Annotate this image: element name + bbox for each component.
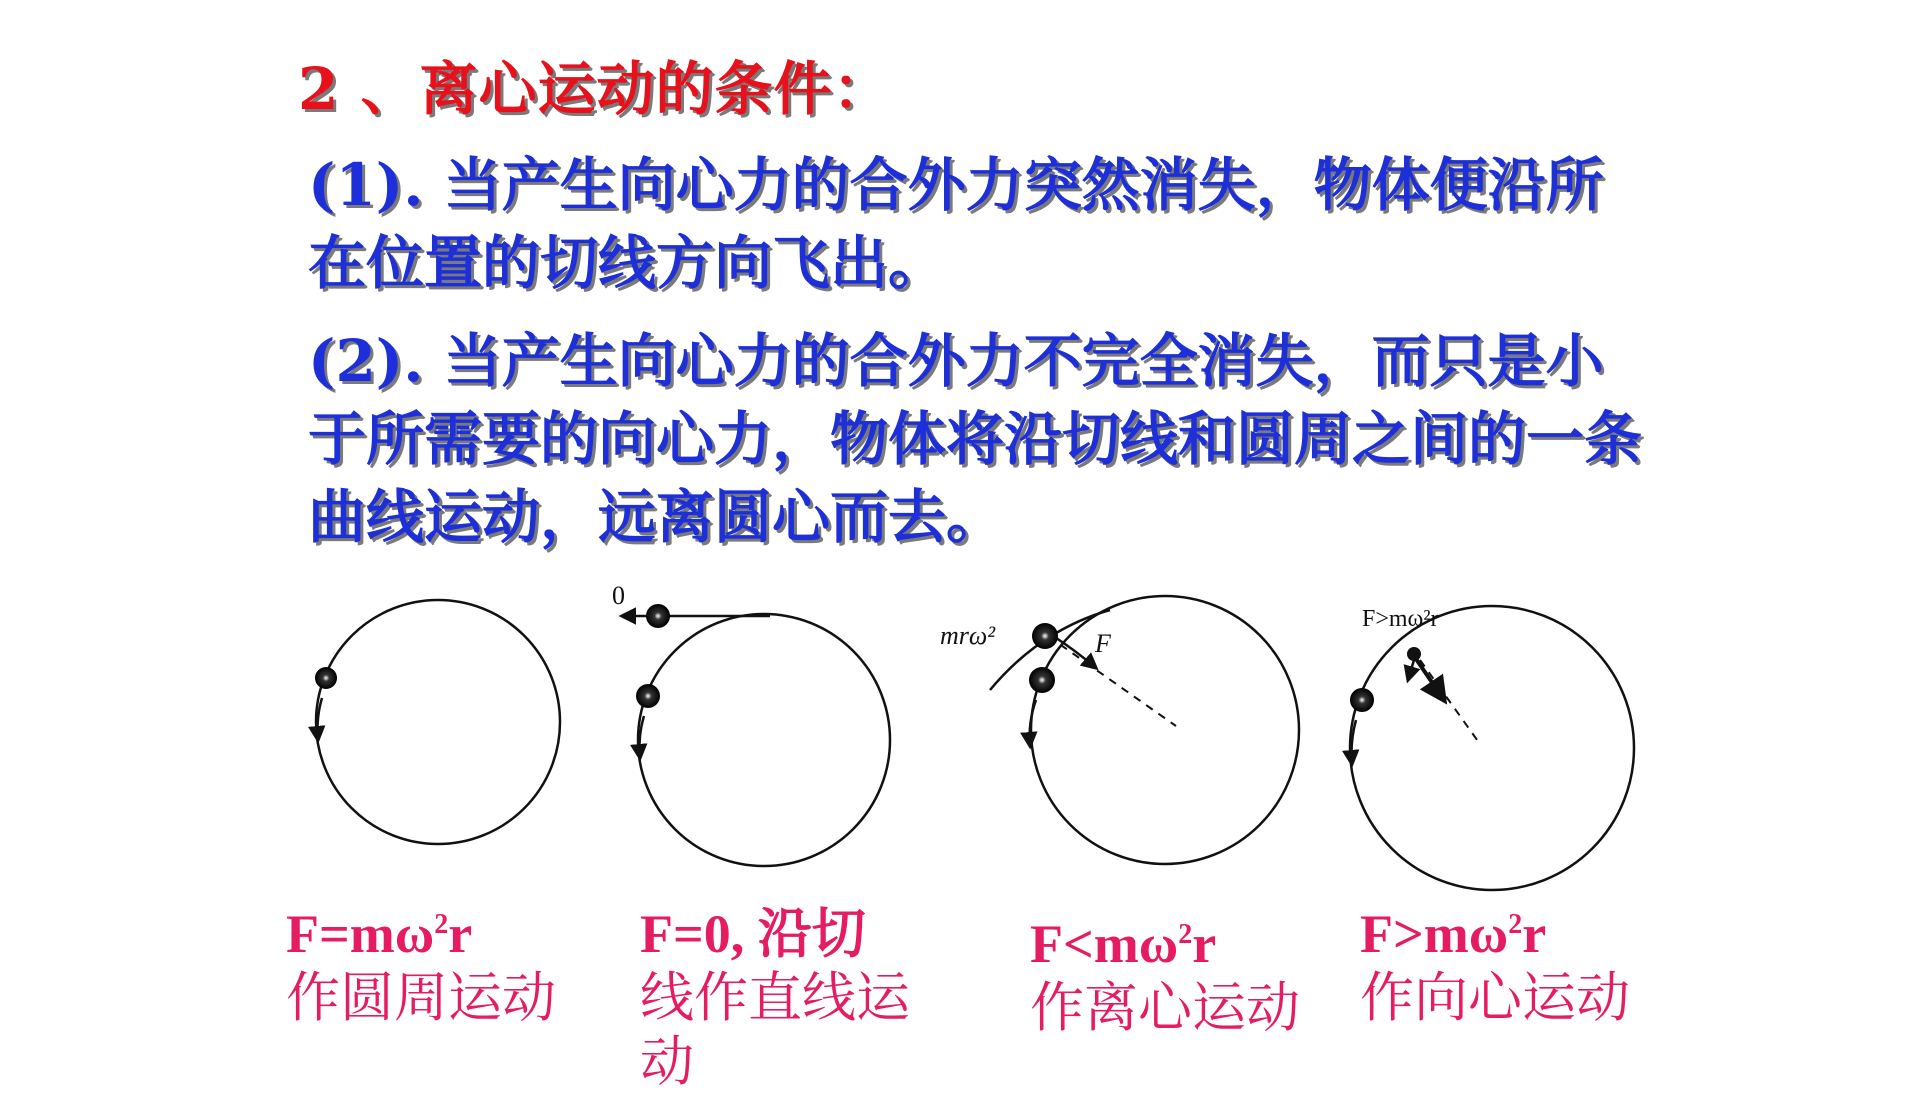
circle-diagram-3 (940, 596, 1299, 864)
zero-label: 0 (612, 581, 625, 610)
circle-diagram-2 (612, 581, 890, 866)
velocity-arrow (1030, 700, 1036, 746)
caption-description: 作离心运动 (1030, 976, 1300, 1039)
slide-heading: 2 、离心运动的条件： (298, 55, 892, 123)
caption-description: 作圆周运动 (286, 966, 556, 1029)
force-arrow (1414, 656, 1444, 700)
caption-4 (1360, 902, 1630, 1030)
caption-formula: $F>m\omega^2r$ (1360, 904, 1547, 964)
caption-1 (286, 902, 556, 1030)
ball (636, 684, 660, 708)
caption-2 (640, 902, 910, 1094)
greater-label: F>mω²r (1362, 606, 1439, 632)
caption-description-cont: 动 (640, 1030, 694, 1093)
force-arrow-2 (1408, 660, 1414, 680)
ball-top (646, 604, 670, 628)
orbit-circle (638, 614, 890, 866)
caption-3 (1030, 912, 1300, 1040)
orbit-circle (1031, 596, 1299, 864)
circle-diagram-1 (315, 600, 560, 844)
ball (1029, 667, 1055, 693)
orbit-circle (316, 600, 560, 844)
mrw2-label: mrω² (940, 621, 996, 650)
radius-dashed (1048, 636, 1176, 726)
ball (315, 667, 337, 689)
orbit-circle (1350, 606, 1634, 890)
caption-formula: F=0, 沿切 (640, 904, 866, 964)
circle-diagram-4 (1350, 606, 1634, 890)
ball-top (1407, 647, 1421, 661)
radius-dashed (1420, 660, 1480, 744)
ball-top (1032, 623, 1058, 649)
caption-description: 作向心运动 (1360, 966, 1630, 1029)
ball (1350, 688, 1374, 712)
caption-formula: $F<m\omega^2r$ (1030, 914, 1217, 974)
force-label: F (1095, 629, 1111, 658)
condition-1-text: (1). 当产生向心力的合外力突然消失，物体便沿所在位置的切线方向飞出。 (308, 151, 1604, 297)
caption-description: 线作直线运 (640, 966, 910, 1029)
condition-2-text: (2). 当产生向心力的合外力不完全消失，而只是小于所需要的向心力，物体将沿切线和圆周之间的一条曲线运动，远离圆心而去。 (308, 327, 1643, 551)
caption-formula: $F=m\omega^2r$ (286, 904, 473, 964)
